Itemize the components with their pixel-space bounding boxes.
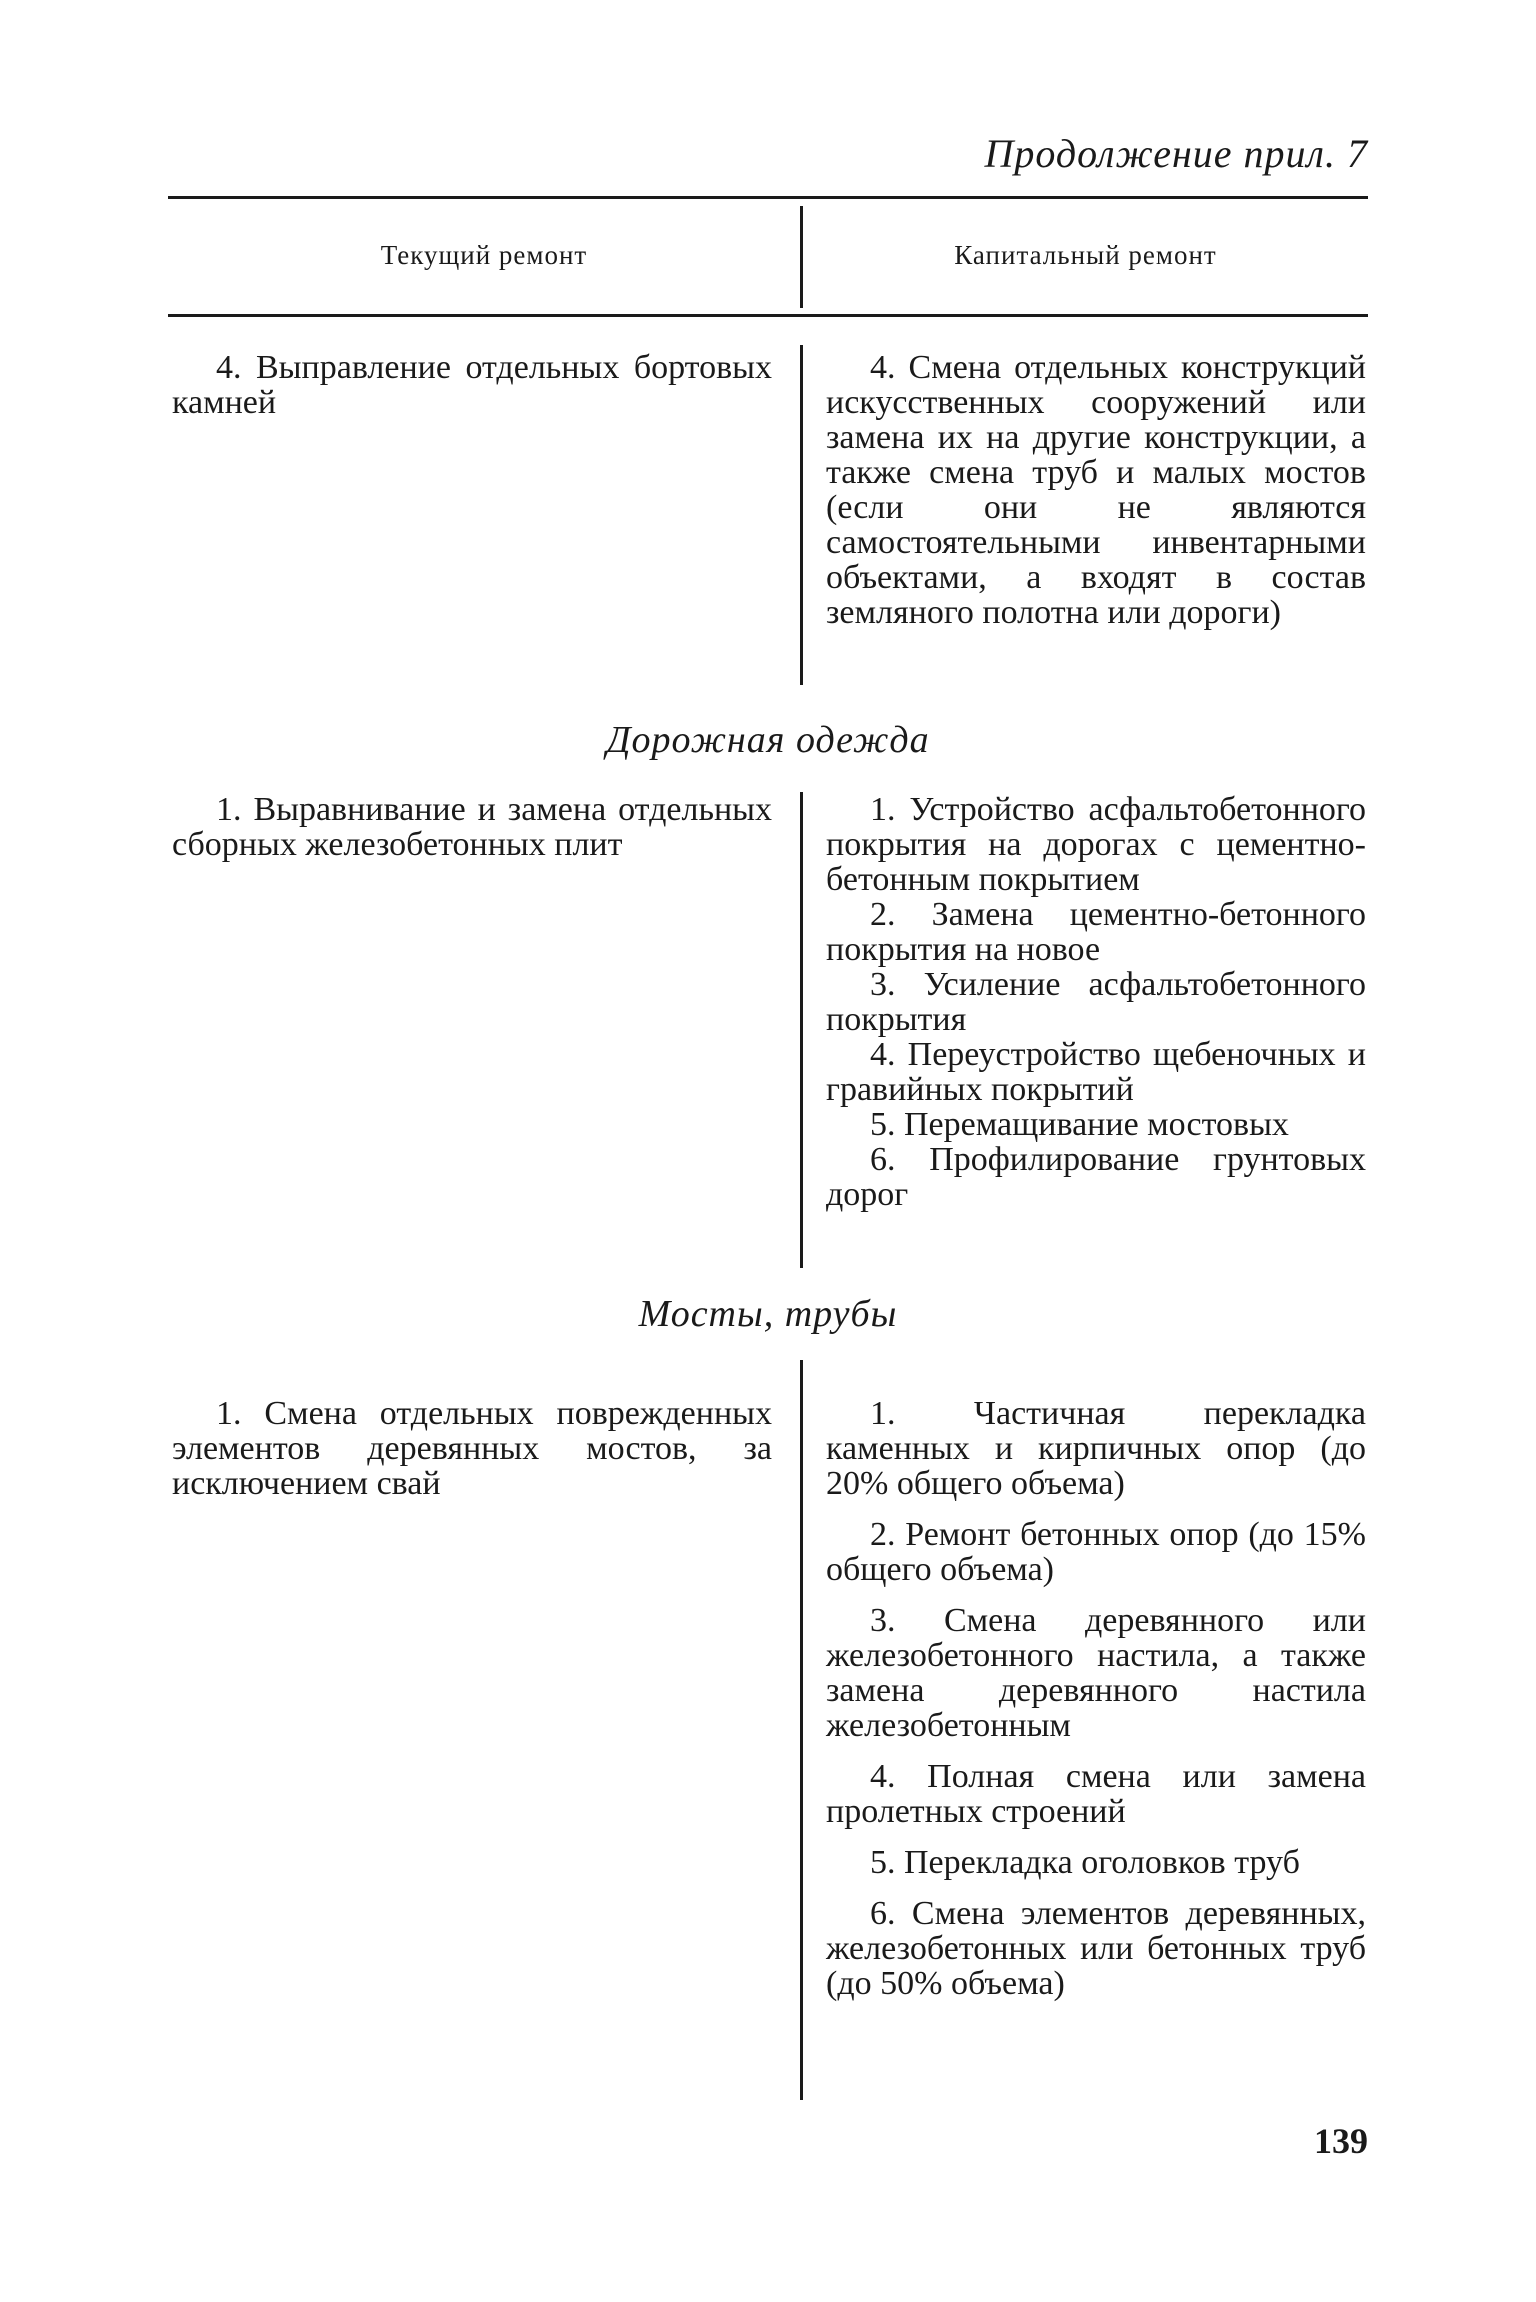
page-number: 139	[1314, 2121, 1368, 2161]
table-cell-capital-pavement	[826, 792, 1366, 1212]
list-item: 3. Смена деревянного или железобетонного настила, а также замена деревянного настила железобетонным	[826, 1602, 1366, 1744]
table-header-rule	[168, 314, 1368, 317]
column-divider-3	[800, 1360, 803, 2100]
table-cell-capital-row4	[826, 350, 1366, 630]
list-item: 4. Выправление отдельных бортовых камней	[172, 349, 772, 421]
list-item: 1. Смена отдельных поврежденных элементов деревянных мостов, за исключением свай	[172, 1395, 772, 1502]
table-cell-current-bridges	[172, 1396, 772, 1501]
list-item: 2. Ремонт бетонных опор (до 15% общего объема)	[826, 1516, 1366, 1588]
list-item: 2. Замена цементно-бетонного покрытия на новое	[826, 896, 1366, 968]
section-title-pavement: Дорожная одежда	[606, 719, 930, 761]
list-item: 4. Полная смена или замена пролетных строений	[826, 1758, 1366, 1830]
list-item: 6. Профилирование грунтовых дорог	[826, 1141, 1366, 1213]
list-item: 1. Выравнивание и замена отдельных сборных железобетонных плит	[172, 791, 772, 863]
list-item: 6. Смена элементов деревянных, железобетонных или бетонных труб (до 50% объема)	[826, 1895, 1366, 2002]
list-item: 1. Устройство асфальтобетонного покрытия на дорогах с цементно-бетонным покрытием	[826, 791, 1366, 898]
list-item: 4. Смена отдельных конструкций искусственных сооружений или замена их на другие конструкции, а также смена труб и малых мостов (если они не являются самостоятельными инвентарными объектами, а входят в состав земляного полотна или дороги)	[826, 349, 1366, 631]
list-item: 1. Частичная перекладка каменных и кирпичных опор (до 20% общего объема)	[826, 1395, 1366, 1502]
section-title-bridges: Мосты, трубы	[638, 1293, 898, 1335]
table-top-rule	[168, 196, 1368, 199]
table-cell-current-pavement	[172, 792, 772, 862]
column-divider-2	[800, 792, 803, 1268]
column-header-capital-repair: Капитальный ремонт	[954, 240, 1217, 270]
list-item: 4. Переустройство щебеночных и гравийных покрытий	[826, 1036, 1366, 1108]
column-divider-1	[800, 345, 803, 685]
table-cell-current-row4	[172, 350, 772, 420]
list-item: 3. Усиление асфальтобетонного покрытия	[826, 966, 1366, 1038]
table-cell-capital-bridges	[826, 1396, 1366, 2001]
header-column-divider	[800, 206, 803, 308]
list-item: 5. Перемащивание мостовых	[870, 1106, 1289, 1143]
column-header-current-repair: Текущий ремонт	[380, 240, 588, 270]
continuation-caption: Продолжение прил. 7	[984, 131, 1368, 176]
list-item: 5. Перекладка оголовков труб	[870, 1844, 1300, 1881]
